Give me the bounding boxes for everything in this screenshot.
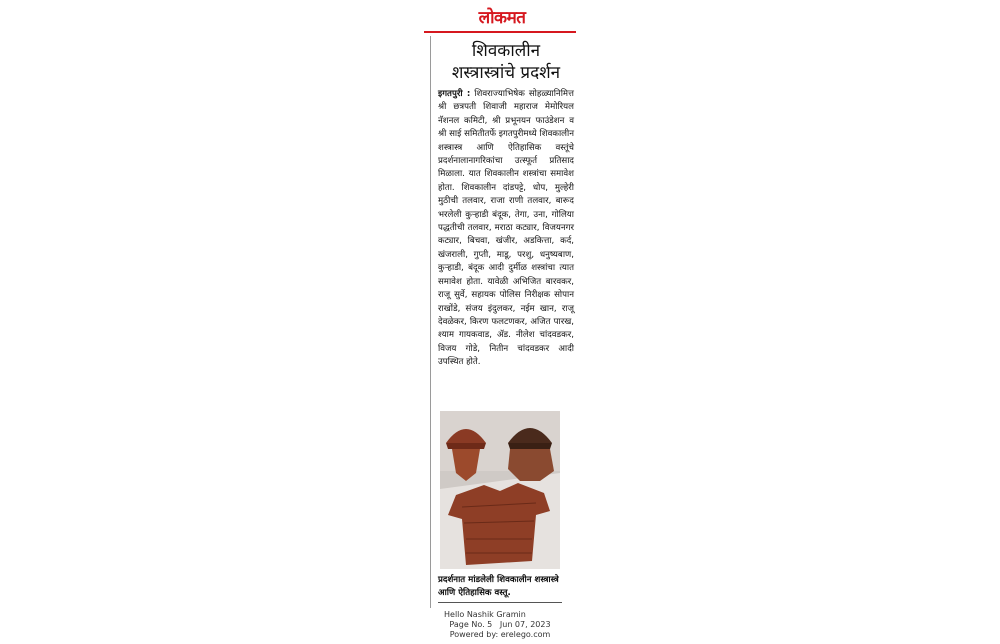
- headline-line-2: शस्त्रास्त्रांचे प्रदर्शन: [451, 63, 561, 83]
- caption-rule: [438, 602, 562, 603]
- masthead-rule: [424, 31, 576, 33]
- article-headline: [438, 40, 574, 84]
- page-number: Page No. 5: [449, 620, 493, 629]
- armor-photo-illustration: [440, 411, 560, 569]
- article-body: [438, 88, 574, 370]
- photo-caption: प्रदर्शनात मांडलेली शिवकालीन शस्त्रास्त्रे आणि ऐतिहासिक वस्तू.: [438, 575, 559, 598]
- article-body-text: शिवराज्याभिषेक सोहळ्यानिमित्त श्री छत्रपती शिवाजी महाराज मेमोरियल नॅशनल कमिटी, श्री प्रभूनयन फाउंडेशन व श्री साई समितीतर्फे इगतपुरीमध्ये शिवकालीन शस्त्रास्त्र आणि ऐतिहासिक वस्तूंचे प्रदर्शनालानागरिकांचा उत्स्फूर्त प्रतिसाद मिळाला. यात शिवकालीन शस्त्रांचा समावेश होता. शिवकालीन दांडपट्टे, धोप, मुल्हेरी मुठीची तलवार, राजा राणी तलवार, बारूद भरलेली कुऱ्हाडी बंदूक, तेगा, उना, गोलिया पद्धतीची तलवार, मराठा कट्यार, विजयनगर कट्यार, बिचवा, खंजीर, अडकित्ता, कर्द, खंजराली, गुप्ती, माडू, परशु, धनुष्यबाण, कुऱ्हाडी, बंदूक आदी दुर्मीळ शस्त्रांचा त्यात समावेश होता. यावेळी अभिजित बारवकर, राजू सुर्वे, सहायक पोलिस निरीक्षक सोपान राखोंडे, संजय इंदुलकर, नईम खान, राजू देवळेकर, किरण फलटणकर, अजित पारख, श्याम गायकवाड, ॲड. नीलेश चांदवडकर, विजय गोडे, नितीन चांदवडकर आदी उपस्थित होते.: [438, 89, 574, 368]
- powered-by: Powered by: erelego.com: [449, 630, 551, 639]
- column-divider: [430, 36, 431, 608]
- page-and-date: [430, 620, 570, 630]
- page-footer: [430, 610, 570, 640]
- headline-line-1: शिवकालीन: [471, 41, 541, 61]
- news-clipping: [424, 0, 576, 644]
- masthead-logo: लोकमत: [478, 8, 526, 28]
- article-photo: [440, 411, 560, 569]
- edition-name: Hello Nashik Gramin: [444, 610, 526, 619]
- publish-date: Jun 07, 2023: [499, 620, 551, 629]
- dateline: इगतपुरी :: [438, 89, 471, 99]
